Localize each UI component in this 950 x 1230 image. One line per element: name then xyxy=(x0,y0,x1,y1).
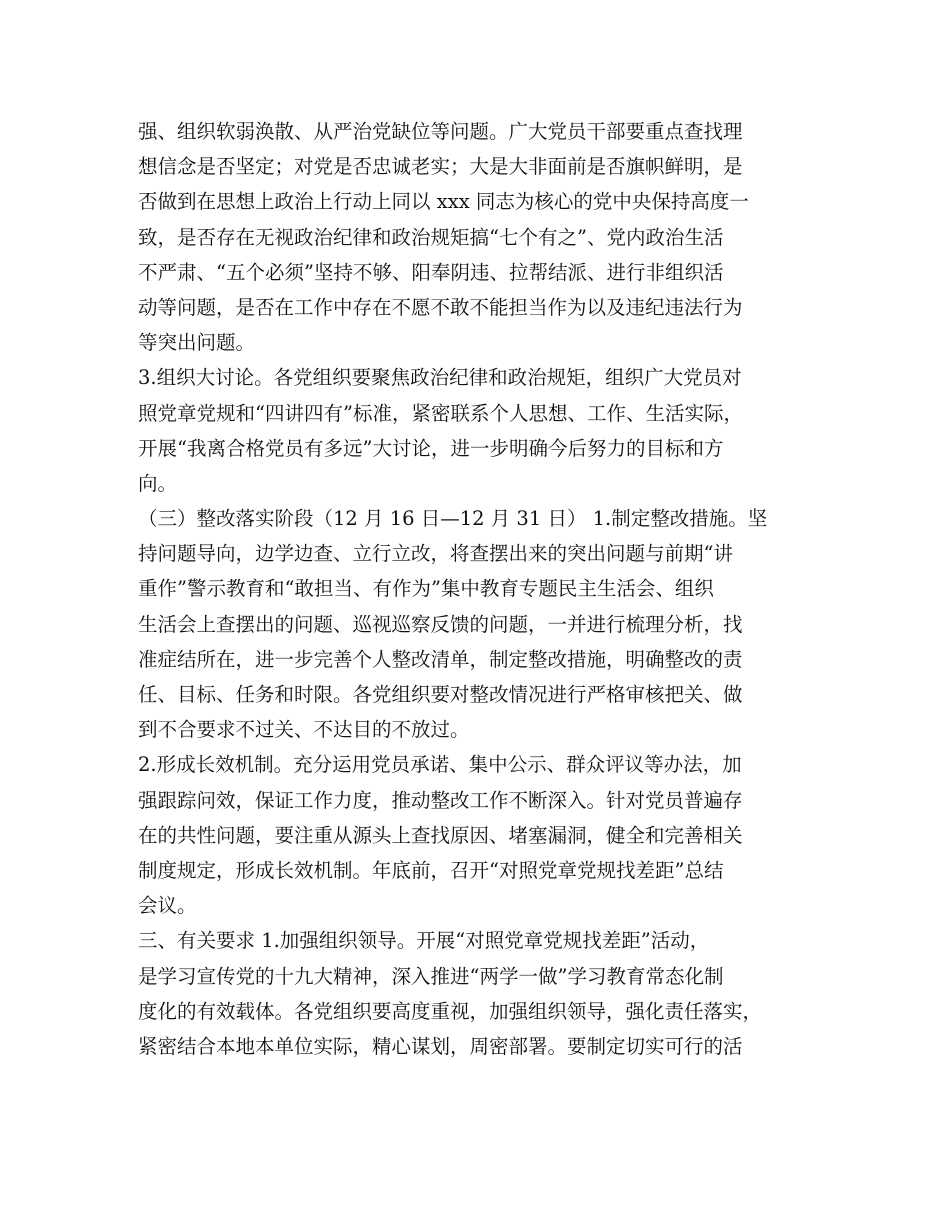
text-line: 持问题导向，边学边查、立行立改，将查摆出来的突出问题与前期“讲 xyxy=(138,542,733,566)
text-line: 是学习宣传党的十九大精神，深入推进“两学一做”学习教育常态化制 xyxy=(138,964,724,988)
text-line: 3.组织大讨论。各党组织要聚焦政治纪律和政治规矩，组织广大党员对 xyxy=(138,366,742,390)
text-line: 向。 xyxy=(138,471,178,495)
text-line: 照党章党规和“四讲四有”标准，紧密联系个人思想、工作、生活实际， xyxy=(138,401,743,425)
text-line: 重作”警示教育和“敢担当、有作为”集中教育专题民主生活会、组织 xyxy=(138,577,714,601)
text-line: 任、目标、任务和时限。各党组织要对整改情况进行严格审核把关、做 xyxy=(138,683,743,706)
text-line: 想信念是否坚定；对党是否忠诚老实；大是大非面前是否旗帜鲜明，是 xyxy=(138,155,743,179)
text-line: 致，是否存在无视政治纪律和政治规矩搞“七个有之”、党内政治生活 xyxy=(138,225,724,249)
text-line: 强、组织软弱涣散、从严治党缺位等问题。广大党员干部要重点查找理 xyxy=(138,120,743,143)
text-line: （三）整改落实阶段（12 月 16 日—12 月 31 日） 1.制定整改措施。坚 xyxy=(138,507,768,531)
text-line: 会议。 xyxy=(138,894,197,918)
text-line: 2.形成长效机制。充分运用党员承诺、集中公示、群众评议等办法，加 xyxy=(138,753,742,777)
text-line: 生活会上查摆出的问题、巡视巡察反馈的问题，一并进行梳理分析，找 xyxy=(138,612,743,636)
text-line: 在的共性问题，要注重从源头上查找原因、堵塞漏洞，健全和完善相关 xyxy=(138,823,743,847)
text-line: 动等问题，是否在工作中存在不愿不敢不能担当作为以及违纪违法行为 xyxy=(138,295,743,319)
text-line: 紧密结合本地本单位实际，精心谋划，周密部署。要制定切实可行的活 xyxy=(138,1034,743,1058)
text-line: 三、有关要求 1.加强组织领导。开展“对照党章党规找差距”活动， xyxy=(138,929,710,953)
text-line: 到不合要求不过关、不达目的不放过。 xyxy=(138,718,470,742)
text-line: 否做到在思想上政治上行动上同以 xxx 同志为核心的党中央保持高度一 xyxy=(138,190,749,214)
text-line: 不严肃、“五个必须”坚持不够、阳奉阴违、拉帮结派、进行非组织活 xyxy=(138,260,724,284)
text-line: 等突出问题。 xyxy=(138,331,256,355)
text-line: 开展“我离合格党员有多远”大讨论，进一步明确今后努力的目标和方 xyxy=(138,436,724,460)
text-line: 度化的有效载体。各党组织要高度重视，加强组织领导，强化责任落实， xyxy=(138,999,763,1023)
text-line: 准症结所在，进一步完善个人整改清单，制定整改措施，明确整改的责 xyxy=(138,647,743,671)
document-body xyxy=(138,114,838,1064)
text-line: 制度规定，形成长效机制。年底前，召开“对照党章党规找差距”总结 xyxy=(138,858,724,882)
text-line: 强跟踪问效，保证工作力度，推动整改工作不断深入。针对党员普遍存 xyxy=(138,788,743,812)
